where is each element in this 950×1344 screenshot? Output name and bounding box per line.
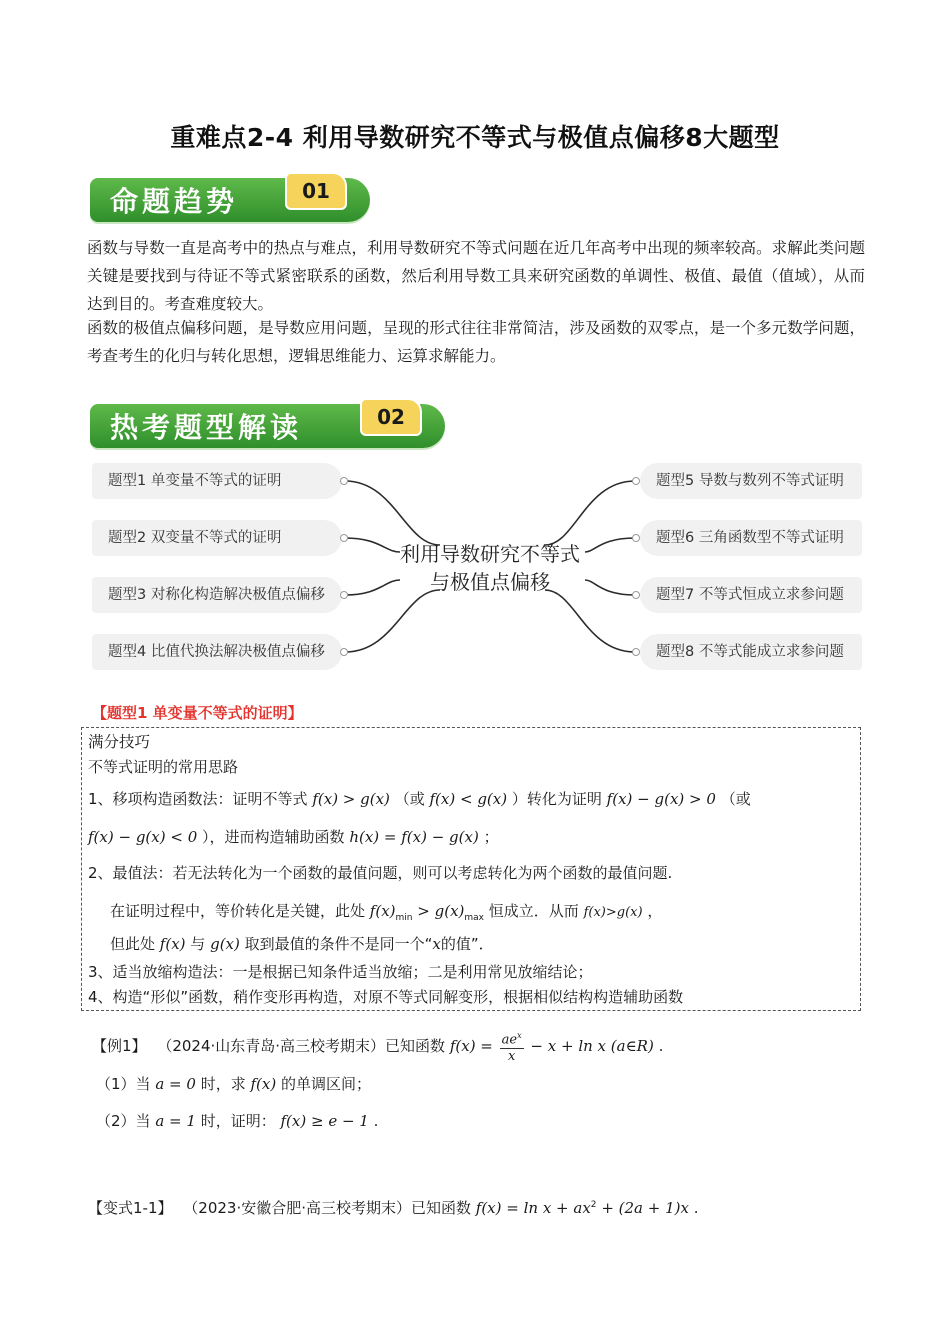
text: .: [658, 1037, 664, 1056]
formula: f(x) = ln x + ax: [475, 1199, 591, 1217]
formula: f(x): [369, 902, 396, 920]
text: 时，求: [200, 1075, 246, 1093]
fraction-numerator: [500, 1028, 524, 1049]
variant-1-1: [88, 1194, 699, 1219]
formula: f(x) =: [449, 1037, 493, 1056]
formula: − x + ln x (a∈R): [530, 1037, 654, 1056]
formula: + (2a + 1)x: [601, 1199, 689, 1217]
subscript: min: [395, 913, 413, 923]
exponent: x: [517, 1031, 522, 1040]
tips-title: 满分技巧: [88, 733, 151, 751]
text: （或: [720, 790, 751, 808]
banner-number-badge: 02: [360, 398, 422, 436]
mindmap-type-8: 题型8 不等式能成立求参问题: [640, 634, 862, 670]
mindmap-type-7: 题型7 不等式恒成立求参问题: [640, 577, 862, 613]
connector-left-4: [345, 590, 440, 652]
text: ），进而构造辅助函数: [202, 828, 345, 846]
mindmap-center-topic: 利用导数研究不等式与极值点偏移: [400, 542, 580, 594]
connector-left-2: [345, 538, 400, 552]
connector-dot: [340, 534, 348, 542]
formula: f(x) − g(x) < 0: [88, 828, 198, 846]
connector-right-1: [545, 481, 635, 545]
fraction-denominator: x: [507, 1049, 516, 1065]
formula: g(x): [210, 935, 240, 953]
example-tag: 【例1】: [92, 1037, 147, 1056]
connector-dot: [340, 648, 348, 656]
connector-right-4: [545, 590, 635, 652]
text: （1）当: [96, 1075, 151, 1093]
text: 的单调区间；: [281, 1075, 372, 1093]
connector-right-2: [585, 538, 635, 552]
subscript: max: [464, 913, 484, 923]
banner-number-badge: 01: [285, 172, 347, 210]
connector-dot: [632, 477, 640, 485]
type1-heading: 【题型1 单变量不等式的证明】: [92, 704, 303, 722]
tips-line-2: [88, 826, 499, 848]
text: 恒成立．从而: [488, 902, 579, 920]
example-1-question-2: [96, 1110, 378, 1132]
formula: > g(x): [417, 902, 465, 920]
example-source: （2024·山东青岛·高三校考期末）已知函数: [157, 1037, 446, 1056]
variant-source: （2023·安徽合肥·高三校考期末）已知函数: [183, 1199, 471, 1217]
mindmap-type-6: 题型6 三角函数型不等式证明: [640, 520, 862, 556]
connector-dot: [632, 591, 640, 599]
exponent: 2: [590, 1200, 597, 1210]
text: ；: [483, 828, 499, 846]
text: .: [693, 1199, 699, 1217]
connector-dot: [632, 534, 640, 542]
variant-tag: 【变式1-1】: [88, 1199, 173, 1217]
text: 但此处: [110, 935, 156, 953]
text: 取到最值的条件不是同一个“: [244, 935, 433, 953]
text: 与: [190, 935, 206, 953]
tips-line-4: [110, 900, 662, 929]
example-1: [92, 1028, 663, 1065]
text: 的值”．: [440, 935, 494, 953]
text: ，: [647, 902, 663, 920]
mindmap-type-4: 题型4 比值代换法解决极值点偏移: [92, 634, 342, 670]
connector-left-3: [345, 580, 400, 595]
formula: f(x)>g(x): [583, 905, 643, 920]
text: .: [373, 1112, 379, 1130]
tips-subtitle: 不等式证明的常用思路: [88, 758, 239, 776]
text: 在证明过程中，等价转化是关键，此处: [110, 902, 366, 920]
mindmap-type-3: 题型3 对称化构造解决极值点偏移: [92, 577, 342, 613]
tips-line-3: 2、最值法：若无法转化为一个函数的最值问题，则可以考虑转化为两个函数的最值问题.: [88, 864, 673, 882]
connector-right-3: [585, 580, 635, 595]
intro-paragraph-1: 函数与导数一直是高考中的热点与难点，利用导数研究不等式问题在近几年高考中出现的频率较高。求解此类问题关键是要找到与待证不等式紧密联系的函数，然后利用导数工具来研究函数的单调性、极值、最值（值域），从而达到目的。考查难度较大。: [87, 239, 865, 313]
mindmap-type-5: 题型5 导数与数列不等式证明: [640, 463, 862, 499]
formula: f(x) ≥ e − 1: [280, 1112, 369, 1130]
connector-left-1: [345, 481, 440, 545]
example-1-question-1: [96, 1073, 371, 1095]
connector-dot: [340, 591, 348, 599]
text: （或: [394, 790, 425, 808]
page-title: 重难点2-4 利用导数研究不等式与极值点偏移8大题型: [170, 123, 780, 152]
formula: a = 1: [155, 1112, 196, 1130]
connector-dot: [632, 648, 640, 656]
text: ）转化为证明: [511, 790, 602, 808]
formula: f(x): [250, 1075, 277, 1093]
text: 1、移项构造函数法：证明不等式: [88, 790, 308, 808]
formula: f(x): [159, 935, 186, 953]
mindmap-type-2: 题型2 双变量不等式的证明: [92, 520, 342, 556]
formula: f(x) > g(x): [312, 790, 390, 808]
mindmap-type-1: 题型1 单变量不等式的证明: [92, 463, 342, 499]
tips-line-1: [88, 788, 751, 810]
tips-line-6: 3、适当放缩构造法：一是根据已知条件适当放缩；二是利用常见放缩结论；: [88, 963, 593, 981]
formula: h(x) = f(x) − g(x): [349, 828, 479, 846]
text: （2）当: [96, 1112, 151, 1130]
formula: f(x) < g(x): [429, 790, 508, 808]
fraction: [500, 1028, 524, 1065]
tips-line-5: [110, 933, 494, 955]
intro-paragraph-2: 函数的极值点偏移问题，是导数应用问题，呈现的形式往往非常简洁，涉及函数的双零点，是一个多元数学问题，考查考生的化归与转化思想，逻辑思维能力、运算求解能力。: [87, 319, 865, 365]
banner-label: 热考题型解读: [110, 411, 303, 444]
tips-line-7: 4、构造“形似”函数，稍作变形再构造，对原不等式同解变形，根据相似结构构造辅助函数: [88, 988, 684, 1006]
text: 时，证明：: [200, 1112, 276, 1130]
connector-dot: [340, 477, 348, 485]
formula: x: [432, 935, 441, 953]
banner-label: 命题趋势: [110, 185, 239, 218]
numerator-text: ae: [501, 1032, 518, 1048]
formula: f(x) − g(x) > 0: [606, 790, 716, 808]
formula: a = 0: [155, 1075, 196, 1093]
